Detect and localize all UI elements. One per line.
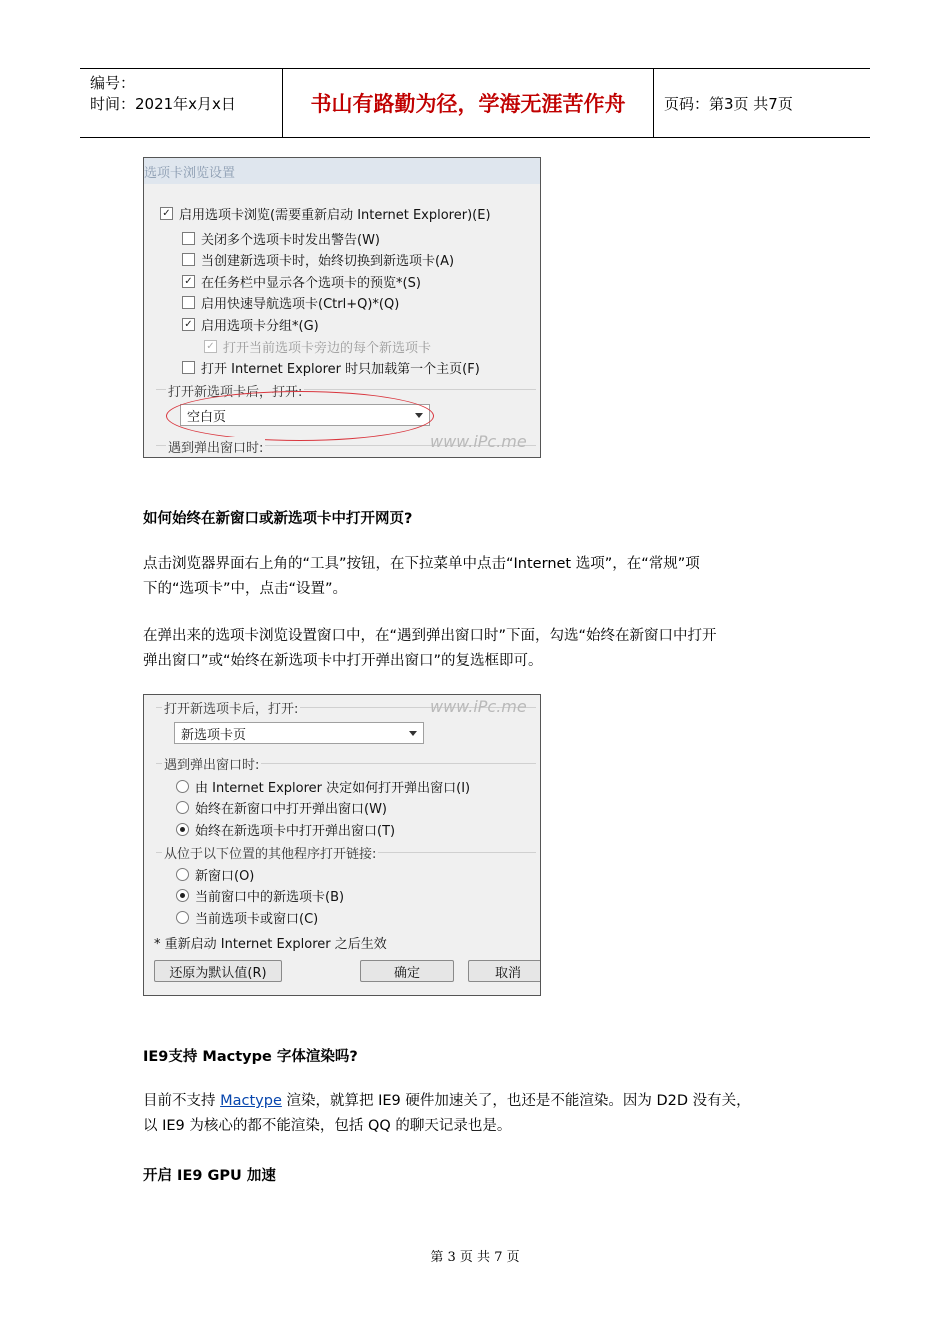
popup-option[interactable]: 始终在新窗口中打开弹出窗口(W) — [176, 798, 387, 817]
header-page-label: 页码：第3页 共7页 — [664, 94, 793, 113]
page-footer: 第 3 页 共 7 页 — [430, 1250, 520, 1265]
checkbox-checked-icon[interactable]: ✓ — [182, 318, 195, 331]
link-option[interactable]: 当前窗口中的新选项卡(B) — [176, 886, 344, 905]
first-home-option[interactable]: 打开 Internet Explorer 时只加载第一个主页(F) — [182, 358, 480, 377]
radio-selected-icon[interactable] — [176, 889, 189, 902]
paragraph: 点击浏览器界面右上角的“工具”按钮，在下拉菜单中点击“Internet 选项”，在“常规”项 下的“选项卡”中，点击“设置”。 — [143, 556, 700, 597]
radio-icon[interactable] — [176, 911, 189, 924]
highlight-ellipse — [166, 391, 434, 441]
section-heading: 开启 IE9 GPU 加速 — [143, 1168, 276, 1184]
ok-button[interactable]: 确定 — [360, 960, 454, 982]
section-heading: 如何始终在新窗口或新选项卡中打开网页? — [143, 511, 413, 527]
time-label: 时间：2021年x月x日 — [90, 95, 236, 113]
checkbox-icon[interactable] — [182, 253, 195, 266]
mactype-link[interactable]: Mactype — [220, 1093, 282, 1109]
checkbox-checked-icon[interactable]: ✓ — [160, 207, 173, 220]
enable-tabs-option[interactable]: ✓ 启用选项卡浏览(需要重新启动 Internet Explorer)(E) — [160, 204, 491, 223]
paragraph: 在弹出来的选项卡浏览设置窗口中，在“遇到弹出窗口时”下面，勾选“始终在新窗口中打开 弹出窗口”或“始终在新选项卡中打开弹出窗口”的复选框即可。 — [143, 628, 717, 669]
popup-settings-screenshot — [143, 694, 541, 996]
open-new-tab-label: 打开新选项卡后，打开: — [166, 381, 304, 400]
radio-icon[interactable] — [176, 868, 189, 881]
radio-icon[interactable] — [176, 801, 189, 814]
checkbox-disabled-icon[interactable]: ✓ — [204, 340, 217, 353]
paragraph: 目前不支持 Mactype 渲染，就算把 IE9 硬件加速关了，也还是不能渲染。因为 D2D 没有关， 以 IE9 为核心的都不能渲染，包括 QQ 的聊天记录也是。 — [143, 1093, 751, 1134]
tab-option[interactable]: ✓ 在任务栏中显示各个选项卡的预览*(S) — [182, 272, 421, 291]
link-option[interactable]: 当前选项卡或窗口(C) — [176, 908, 318, 927]
checkbox-icon[interactable] — [182, 361, 195, 374]
links-label: 从位于以下位置的其他程序打开链接: — [162, 843, 378, 862]
popup-option[interactable]: 始终在新选项卡中打开弹出窗口(T) — [176, 820, 395, 839]
link-option[interactable]: 新窗口(O) — [176, 865, 254, 884]
header-meta — [80, 69, 282, 137]
new-tab-select[interactable]: 新选项卡页 — [174, 722, 424, 744]
tab-settings-screenshot — [143, 157, 541, 458]
radio-icon[interactable] — [176, 780, 189, 793]
restart-note: * 重新启动 Internet Explorer 之后生效 — [154, 937, 387, 952]
page-header — [80, 68, 870, 138]
section-heading: IE9支持 Mactype 字体渲染吗? — [143, 1049, 358, 1065]
watermark: www.iPc.me — [430, 432, 527, 451]
dropdown-arrow-icon — [409, 731, 417, 736]
tab-option[interactable]: 当创建新选项卡时，始终切换到新选项卡(A) — [182, 250, 454, 269]
checkbox-icon[interactable] — [182, 232, 195, 245]
radio-selected-icon[interactable] — [176, 823, 189, 836]
header-motto: 书山有路勤为径，学海无涯苦作舟 — [282, 69, 654, 137]
popup-label: 遇到弹出窗口时: — [166, 437, 265, 456]
open-new-tab-label: 打开新选项卡后，打开: — [162, 698, 300, 717]
restore-defaults-button[interactable]: 还原为默认值(R) — [154, 960, 282, 982]
checkbox-checked-icon[interactable]: ✓ — [182, 275, 195, 288]
tab-option[interactable]: 关闭多个选项卡时发出警告(W) — [182, 229, 380, 248]
dialog-title: 选项卡浏览设置 — [144, 166, 236, 181]
number-label: 编号： — [90, 74, 136, 92]
tab-option[interactable]: ✓ 启用选项卡分组*(G) — [182, 315, 319, 334]
popup-option[interactable]: 由 Internet Explorer 决定如何打开弹出窗口(I) — [176, 777, 470, 796]
popup-label: 遇到弹出窗口时: — [162, 754, 261, 773]
checkbox-icon[interactable] — [182, 296, 195, 309]
watermark: www.iPc.me — [430, 697, 527, 716]
cancel-button[interactable]: 取消 — [468, 960, 541, 982]
tab-option[interactable]: 启用快速导航选项卡(Ctrl+Q)*(Q) — [182, 293, 399, 312]
new-tab-select[interactable]: 空白页 — [180, 404, 430, 426]
tab-sub-option[interactable]: ✓ 打开当前选项卡旁边的每个新选项卡 — [204, 337, 431, 356]
